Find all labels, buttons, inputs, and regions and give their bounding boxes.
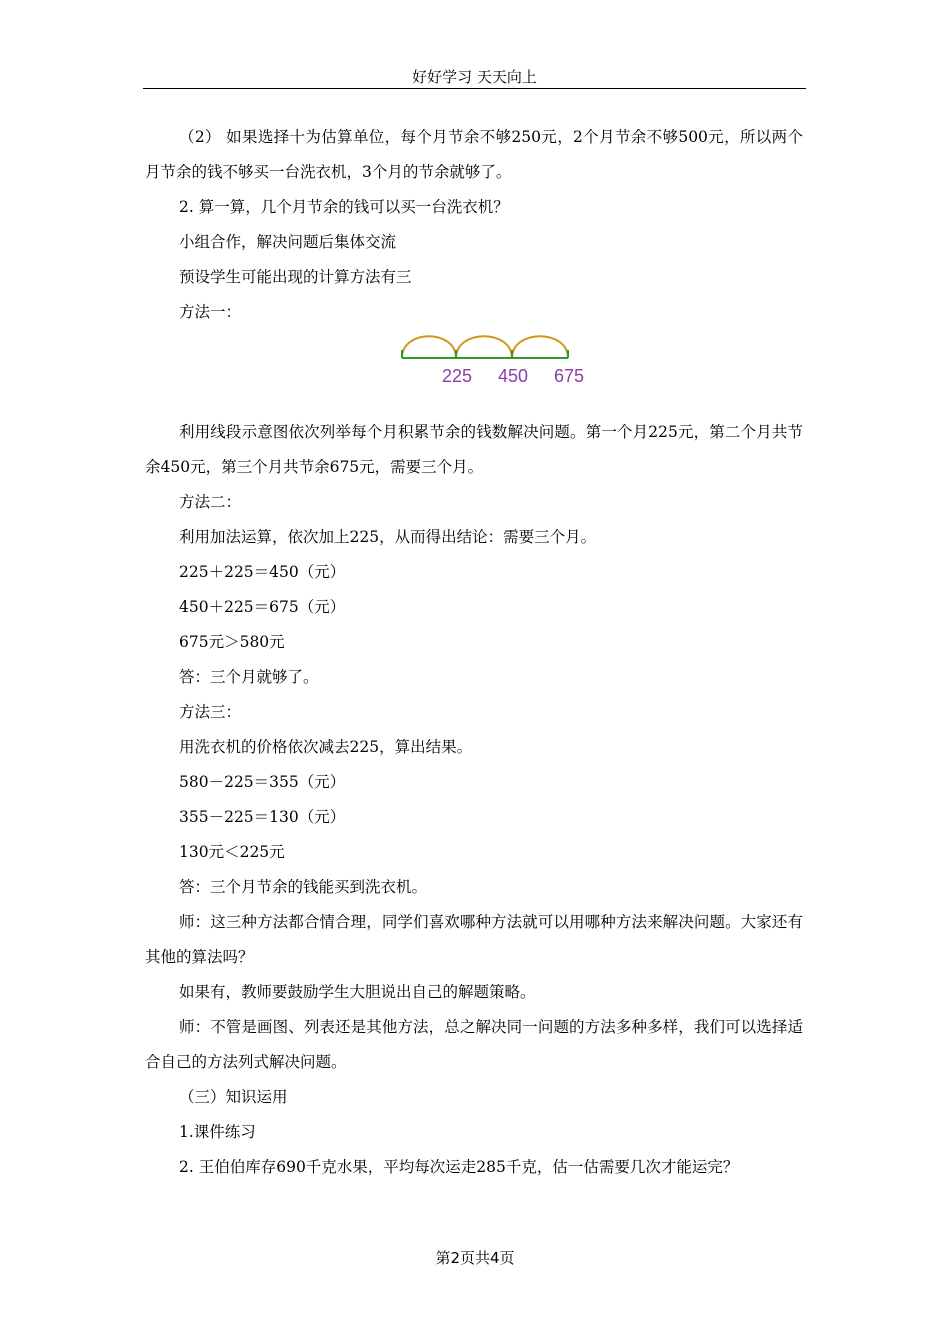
paragraph-teacher-1: 师：这三种方法都合情合理，同学们喜欢哪种方法就可以用哪种方法来解决问题。大家还有其他的算法吗？ — [145, 913, 803, 966]
segment-diagram-svg — [393, 330, 593, 400]
paragraph-estimate-ten: （2） 如果选择十为估算单位，每个月节余不够250元，2个月节余不够500元，所以两个月节余的钱不够买一台洗衣机，3个月的节余就够了。 — [145, 128, 803, 181]
exercise-2: 2. 王伯伯库存690千克水果，平均每次运走285千克，估一估需要几次才能运完？ — [179, 1158, 739, 1176]
header-divider — [143, 88, 806, 89]
method-one-heading: 方法一： — [179, 303, 242, 321]
equation-sub-1: 580－225＝355（元） — [179, 773, 346, 791]
paragraph-group-work: 小组合作，解决问题后集体交流 — [179, 233, 397, 251]
diagram-label-1: 225 — [441, 366, 473, 386]
paragraph-method-one-desc: 利用线段示意图依次列举每个月积累节余的钱数解决问题。第一个月225元，第二个月共节余450元，第三个月共节余675元，需要三个月。 — [145, 423, 803, 476]
diagram-label-3: 675 — [553, 366, 585, 386]
page-number: 第2页共4页 — [435, 1249, 515, 1267]
document-body — [145, 120, 803, 1185]
method-three-heading: 方法三： — [179, 703, 242, 721]
diagram-arc-3 — [512, 336, 568, 358]
equation-add-1: 225＋225＝450（元） — [179, 563, 346, 581]
diagram-label-2: 450 — [497, 366, 529, 386]
page-header: 好好学习 天天向上 — [412, 68, 537, 86]
exercise-1: 1.课件练习 — [179, 1123, 256, 1141]
diagram-arc-2 — [456, 336, 512, 358]
comparison-2: 130元＜225元 — [179, 843, 285, 861]
paragraph-method-three-desc: 用洗衣机的价格依次减去225，算出结果。 — [179, 738, 473, 756]
equation-sub-2: 355－225＝130（元） — [179, 808, 346, 826]
paragraph-teacher-2: 师：不管是画图、列表还是其他方法，总之解决同一问题的方法多种多样，我们可以选择适合自己的方法列式解决问题。 — [145, 1018, 803, 1071]
question-calculate: 2. 算一算，几个月节余的钱可以买一台洗衣机？ — [179, 198, 509, 216]
diagram-arc-1 — [402, 336, 456, 358]
method-two-heading: 方法二： — [179, 493, 242, 511]
paragraph-encourage: 如果有，教师要鼓励学生大胆说出自己的解题策略。 — [179, 983, 536, 1001]
equation-add-2: 450＋225＝675（元） — [179, 598, 346, 616]
line-segment-diagram — [145, 330, 803, 415]
answer-1: 答：三个月就够了。 — [179, 668, 319, 686]
paragraph-method-two-desc: 利用加法运算，依次加上225，从而得出结论：需要三个月。 — [179, 528, 597, 546]
section-heading-application: （三）知识运用 — [179, 1088, 288, 1106]
comparison-1: 675元＞580元 — [179, 633, 285, 651]
paragraph-preset-methods: 预设学生可能出现的计算方法有三 — [179, 268, 412, 286]
answer-2: 答：三个月节余的钱能买到洗衣机。 — [179, 878, 428, 896]
